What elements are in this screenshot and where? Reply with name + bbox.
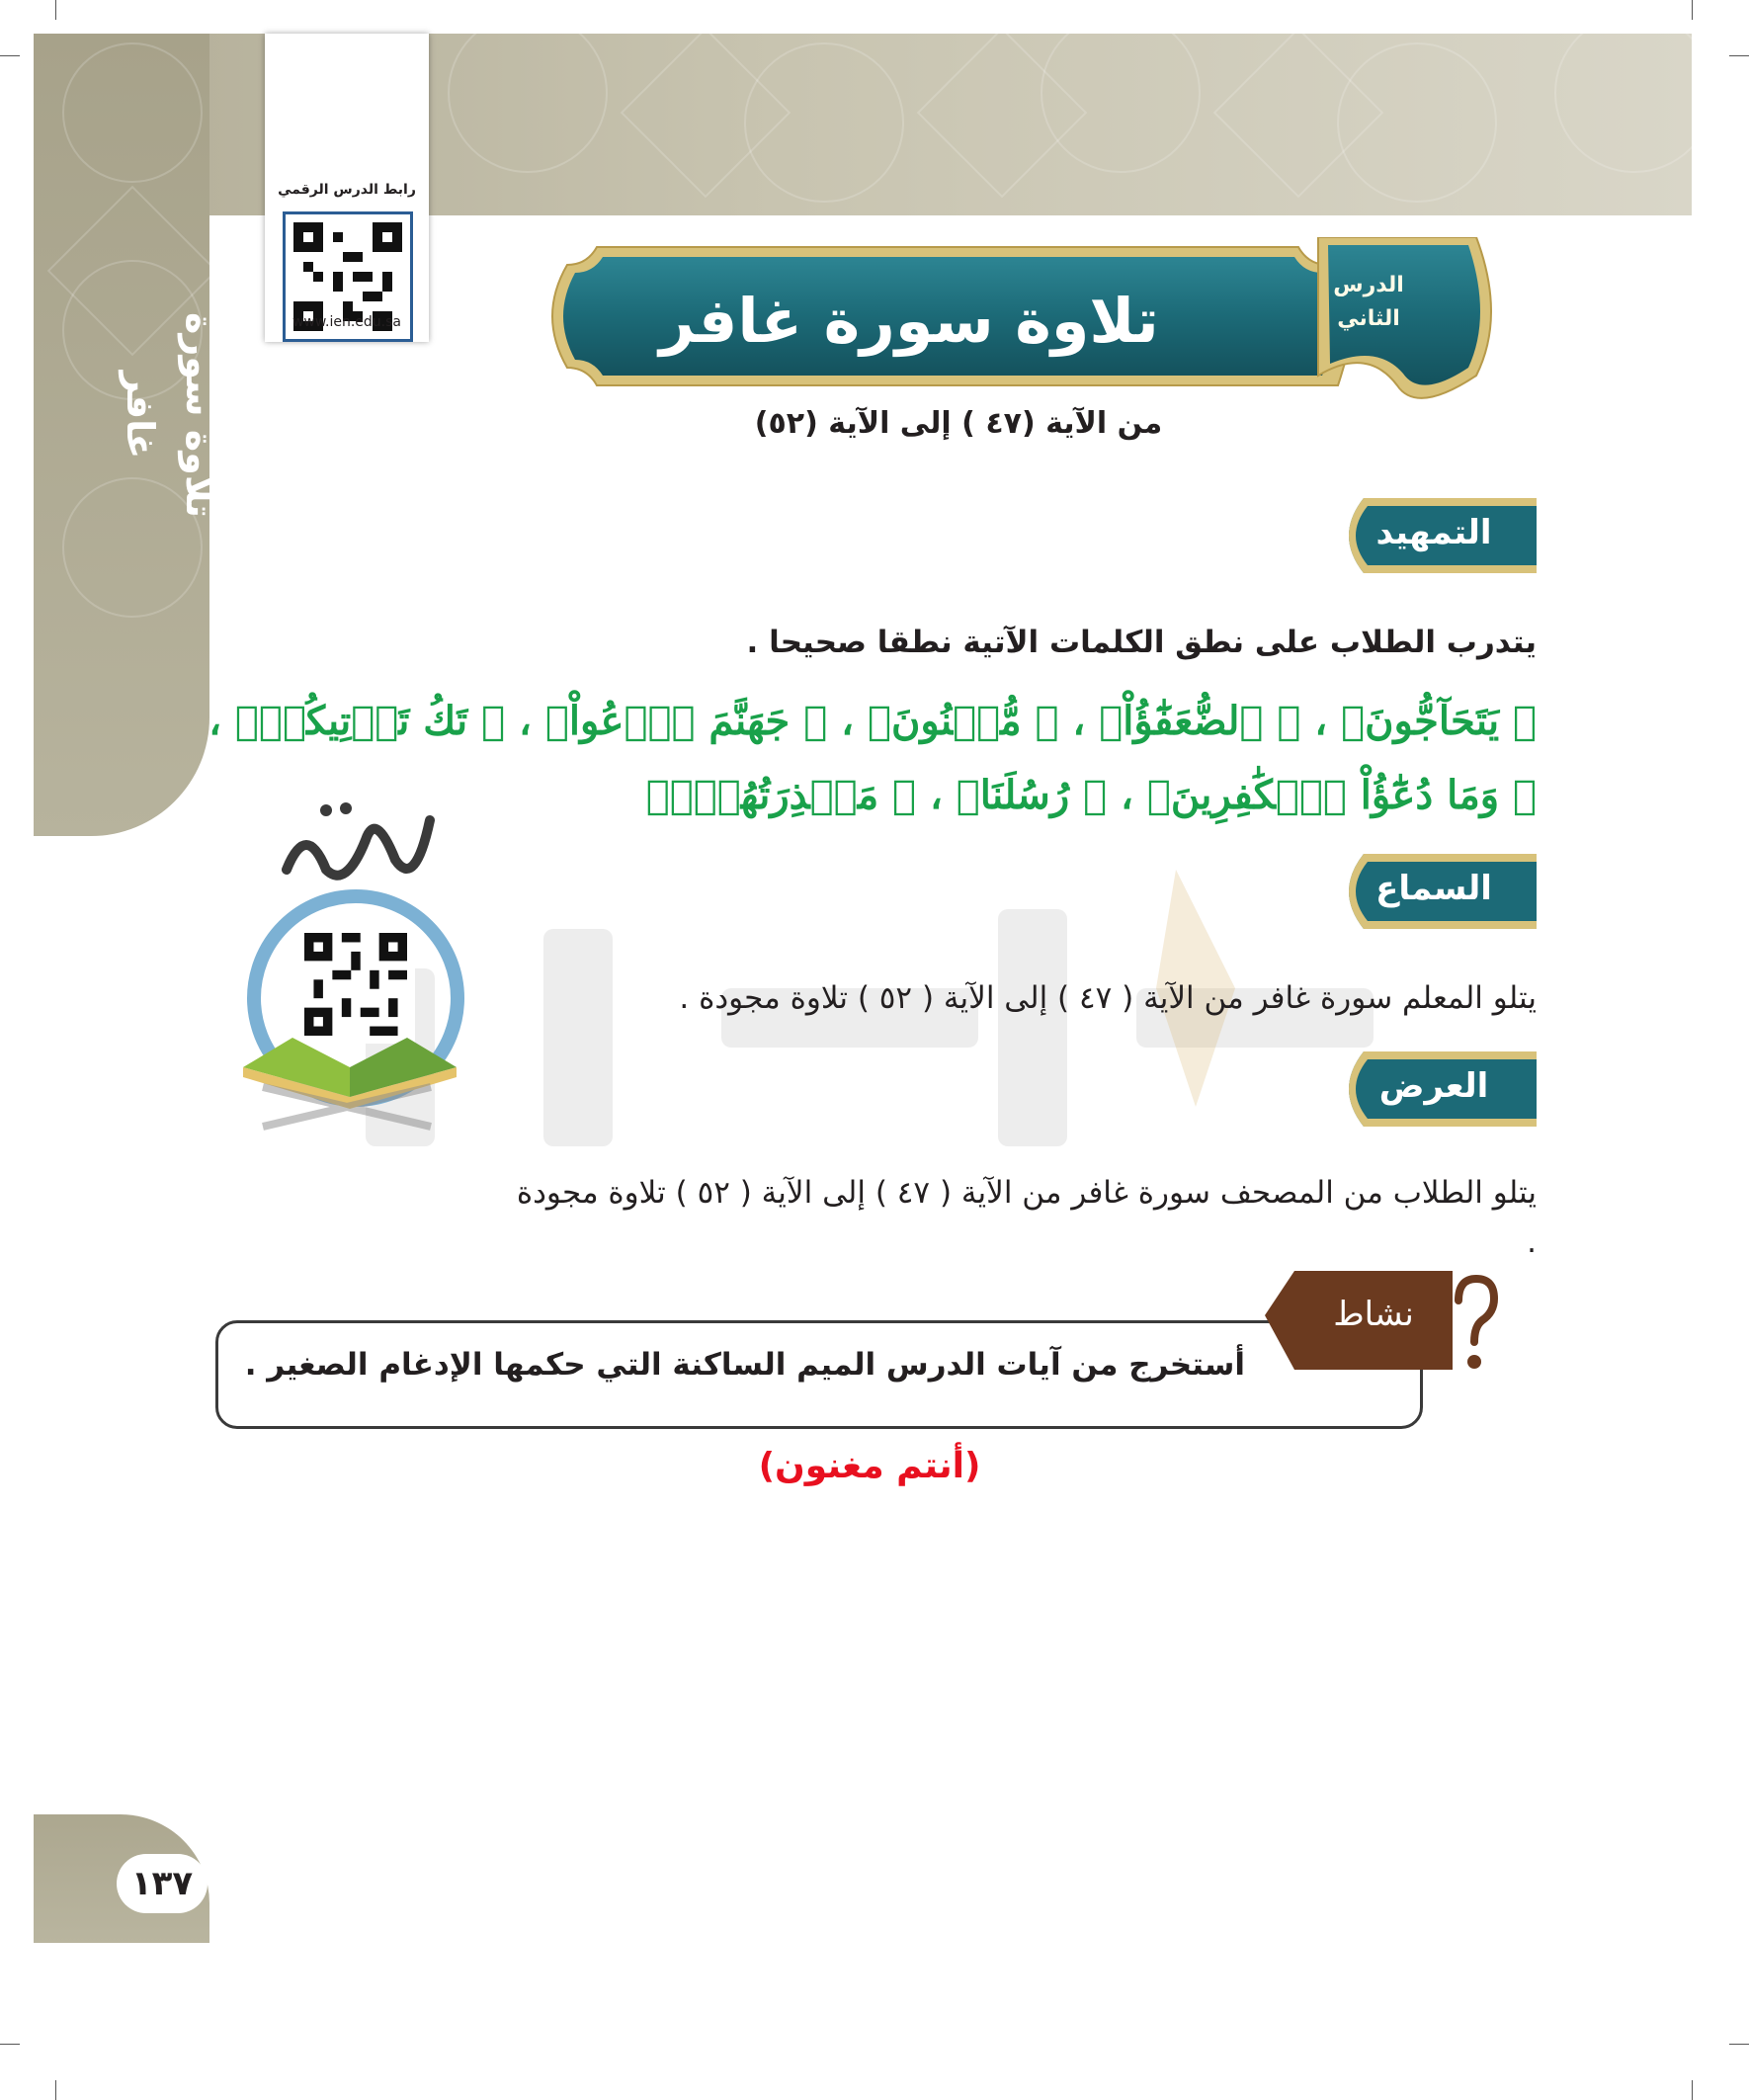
digital-lesson-url[interactable]: www.ien.edu.sa	[292, 314, 402, 330]
listening-text: يتلو المعلم سورة غافر من الآية ( ٤٧ ) إلى الآية ( ٥٢ ) تلاوة مجودة .	[679, 980, 1537, 1016]
lesson-number	[1314, 269, 1423, 368]
intro-text: يتدرب الطلاب على نطق الكلمات الآتية نطقا صحيحا .	[746, 625, 1537, 660]
activity-tag-label: نشاط	[1333, 1295, 1414, 1334]
presentation-text: يتلو الطلاب من المصحف سورة غافر من الآية ( ٤٧ ) إلى الآية ( ٥٢ ) تلاوة مجودة .	[516, 1175, 1537, 1260]
activity-answer: (أنتم مغنون)	[758, 1446, 981, 1486]
crop-mark	[1729, 55, 1749, 56]
crop-mark	[55, 0, 56, 20]
digital-lesson-label: رابط الدرس الرقمي	[278, 182, 416, 198]
question-mark-icon	[1453, 1275, 1498, 1374]
quran-words-line1: ﴿ يَتَحَآجُّونَ﴾ ، ﴿ ٱلضُّعَفَٰٓؤُاْ﴾ ، ﴿ مُّغۡنُونَ﴾ ، ﴿ جَهَنَّمَ ٱدۡعُواْ﴾ ، ﴿ تَكُ تَأۡتِيكُمۡ﴾ ،	[208, 698, 1537, 744]
crop-mark	[1692, 0, 1693, 20]
rattil-calligraphy-icon	[267, 781, 445, 899]
lesson-subtitle: من الآية (٤٧ ) إلى الآية (٥٢)	[754, 406, 1163, 441]
section-tab-intro-label-wrap	[1334, 494, 1537, 577]
crop-mark	[0, 55, 20, 56]
crop-mark	[1692, 2080, 1693, 2100]
crop-mark	[0, 2044, 20, 2045]
section-tab-listening-label-wrap	[1334, 850, 1537, 933]
crop-mark	[1729, 2044, 1749, 2045]
section-heading-intro: التمهيد	[1375, 513, 1492, 552]
page-number: ١٣٧	[117, 1854, 208, 1913]
open-book-icon	[233, 1028, 466, 1136]
activity-question: أستخرج من آيات الدرس الميم الساكنة التي حكمها الإدغام الصغير .	[244, 1347, 1245, 1383]
crop-mark	[55, 2080, 56, 2100]
section-heading-listening: السماع	[1375, 869, 1492, 908]
section-heading-presentation: العرض	[1378, 1066, 1489, 1106]
section-tab-presentation-label-wrap	[1334, 1048, 1537, 1131]
lesson-number-line2: الثاني	[1337, 306, 1400, 331]
lesson-number-line1: الدرس	[1333, 273, 1404, 297]
lesson-title: تلاوة سورة غافر	[659, 285, 1159, 357]
digital-lesson-card[interactable]	[265, 34, 429, 342]
quran-words-line2: ﴿ وَمَا دُعَٰٓؤُاْ ٱلۡكَٰفِرِينَ﴾ ، ﴿ رُسُلَنَا﴾ ، ﴿ مَعۡذِرَتُهُمۡۖ﴾	[645, 772, 1537, 818]
recitation-qr-code-icon[interactable]	[296, 925, 415, 1044]
side-title: تلاوة سورة غافر	[119, 312, 221, 518]
